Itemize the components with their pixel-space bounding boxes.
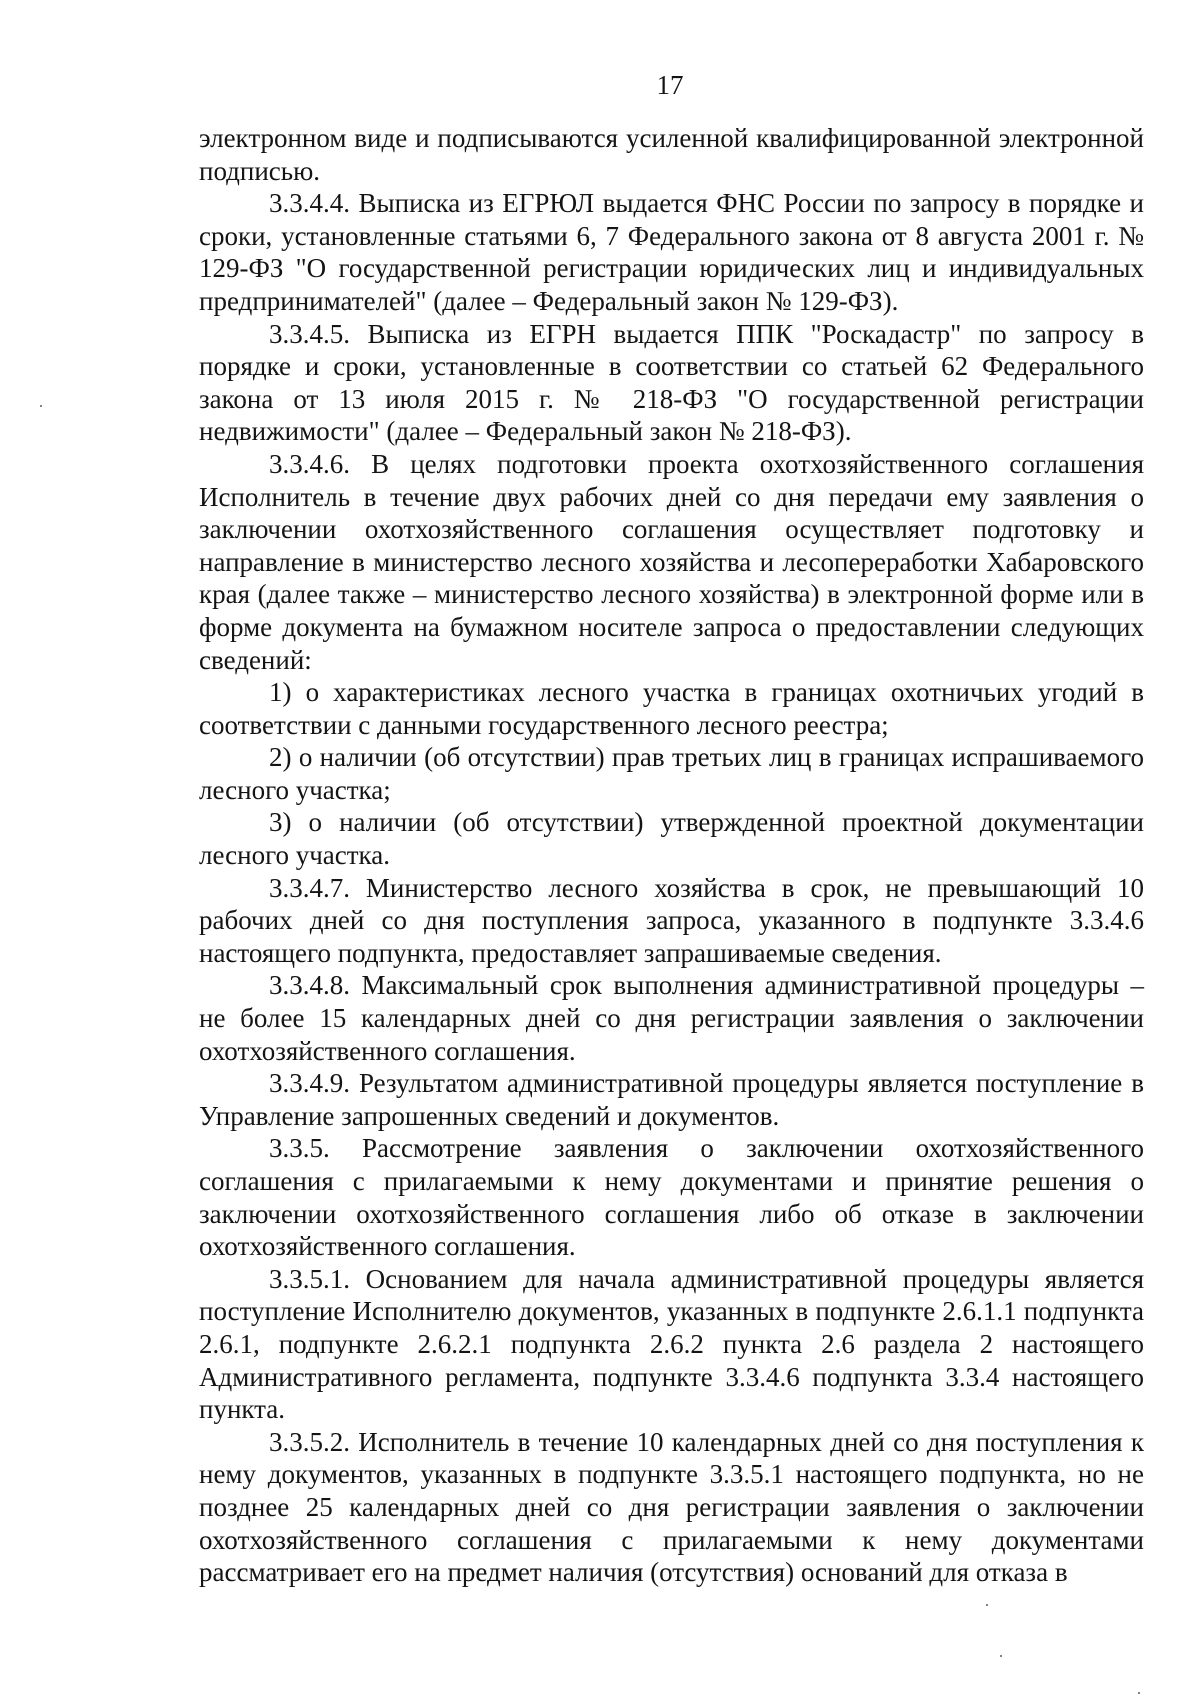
paragraph-3-3-4-9: 3.3.4.9. Результатом административной процедуры является поступление в Управление запрошенных сведений и документов. bbox=[199, 1068, 1144, 1131]
list-item-1: 1) о характеристиках лесного участка в границах охотничьих угодий в соответствии с данными государственного лесного реестра; bbox=[199, 677, 1144, 740]
paragraph-3-3-4-5: 3.3.4.5. Выписка из ЕГРН выдается ППК "Роскадастр" по запросу в порядке и сроки, установленные в соответствии со статьей 62 Федерального закона от 13 июля 2015 г. № 218-ФЗ "О государственной регистрации недвижимости" (далее – Федеральный закон № 218-ФЗ). bbox=[199, 318, 1144, 447]
scan-speck bbox=[40, 405, 42, 407]
paragraph-3-3-4-7: 3.3.4.7. Министерство лесного хозяйства в срок, не превышающий 10 рабочих дней со дня поступления запроса, указанного в подпункте 3.3.4.6 настоящего подпункта, предоставляет запрашиваемые сведения. bbox=[199, 872, 1144, 968]
paragraph-3-3-5-1: 3.3.5.1. Основанием для начала административной процедуры является поступление Исполнителю документов, указанных в подпункте 2.6.1.1 подпункта 2.6.1, подпункте 2.6.2.1 подпункта 2.6.2 пункта 2.6 раздела 2 настоящего Административного регламента, подпункте 3.3.4.6 подпункта 3.3.4 настоящего пункта. bbox=[199, 1263, 1144, 1425]
paragraph-3-3-4-8: 3.3.4.8. Максимальный срок выполнения административной процедуры – не более 15 календарных дней со дня регистрации заявления о заключении охотхозяйственного соглашения. bbox=[199, 970, 1144, 1066]
paragraph-3-3-4-4: 3.3.4.4. Выписка из ЕГРЮЛ выдается ФНС России по запросу в порядке и сроки, установленные статьями 6, 7 Федерального закона от 8 августа 2001 г. № 129-ФЗ "О государственной регистрации юридических лиц и индивидуальных предпринимателей" (далее – Федеральный закон № 129-ФЗ). bbox=[199, 188, 1144, 316]
document-body bbox=[199, 122, 1144, 1589]
list-item-3: 3) о наличии (об отсутствии) утвержденной проектной документации лесного участка. bbox=[199, 807, 1144, 871]
scan-speck bbox=[986, 1604, 988, 1606]
scan-speck bbox=[1138, 1692, 1140, 1694]
paragraph-3-3-5: 3.3.5. Рассмотрение заявления о заключении охотхозяйственного соглашения с прилагаемыми к нему документами и принятие решения о заключении охотхозяйственного соглашения либо об отказе в заключении охотхозяйственного соглашения. bbox=[199, 1133, 1144, 1262]
paragraph-continuation: электронном виде и подписываются усиленной квалифицированной электронной подписью. bbox=[199, 123, 1144, 186]
list-item-2: 2) о наличии (об отсутствии) прав третьих лиц в границах испрашиваемого лесного участка; bbox=[199, 742, 1144, 805]
scan-speck bbox=[1000, 1655, 1002, 1657]
paragraph-3-3-4-6: 3.3.4.6. В целях подготовки проекта охотхозяйственного соглашения Исполнитель в течение двух рабочих дней со дня передачи ему заявления о заключении охотхозяйственного соглашения осуществляет подготовку и направление в министерство лесного хозяйства и лесопереработки Хабаровского края (далее также – министерство лесного хозяйства) в электронной форме или в форме документа на бумажном носителе запроса о предоставлении следующих сведений: bbox=[199, 448, 1144, 675]
page-number: 17 bbox=[656, 70, 684, 100]
paragraph-3-3-5-2: 3.3.5.2. Исполнитель в течение 10 календарных дней со дня поступления к нему документов, указанных в подпункте 3.3.5.1 настоящего подпункта, но не позднее 25 календарных дней со дня регистрации заявления о заключении охотхозяйственного соглашения с прилагаемыми к нему документами рассматривает его на предмет наличия (отсутствия) оснований для отказа в bbox=[199, 1426, 1144, 1588]
